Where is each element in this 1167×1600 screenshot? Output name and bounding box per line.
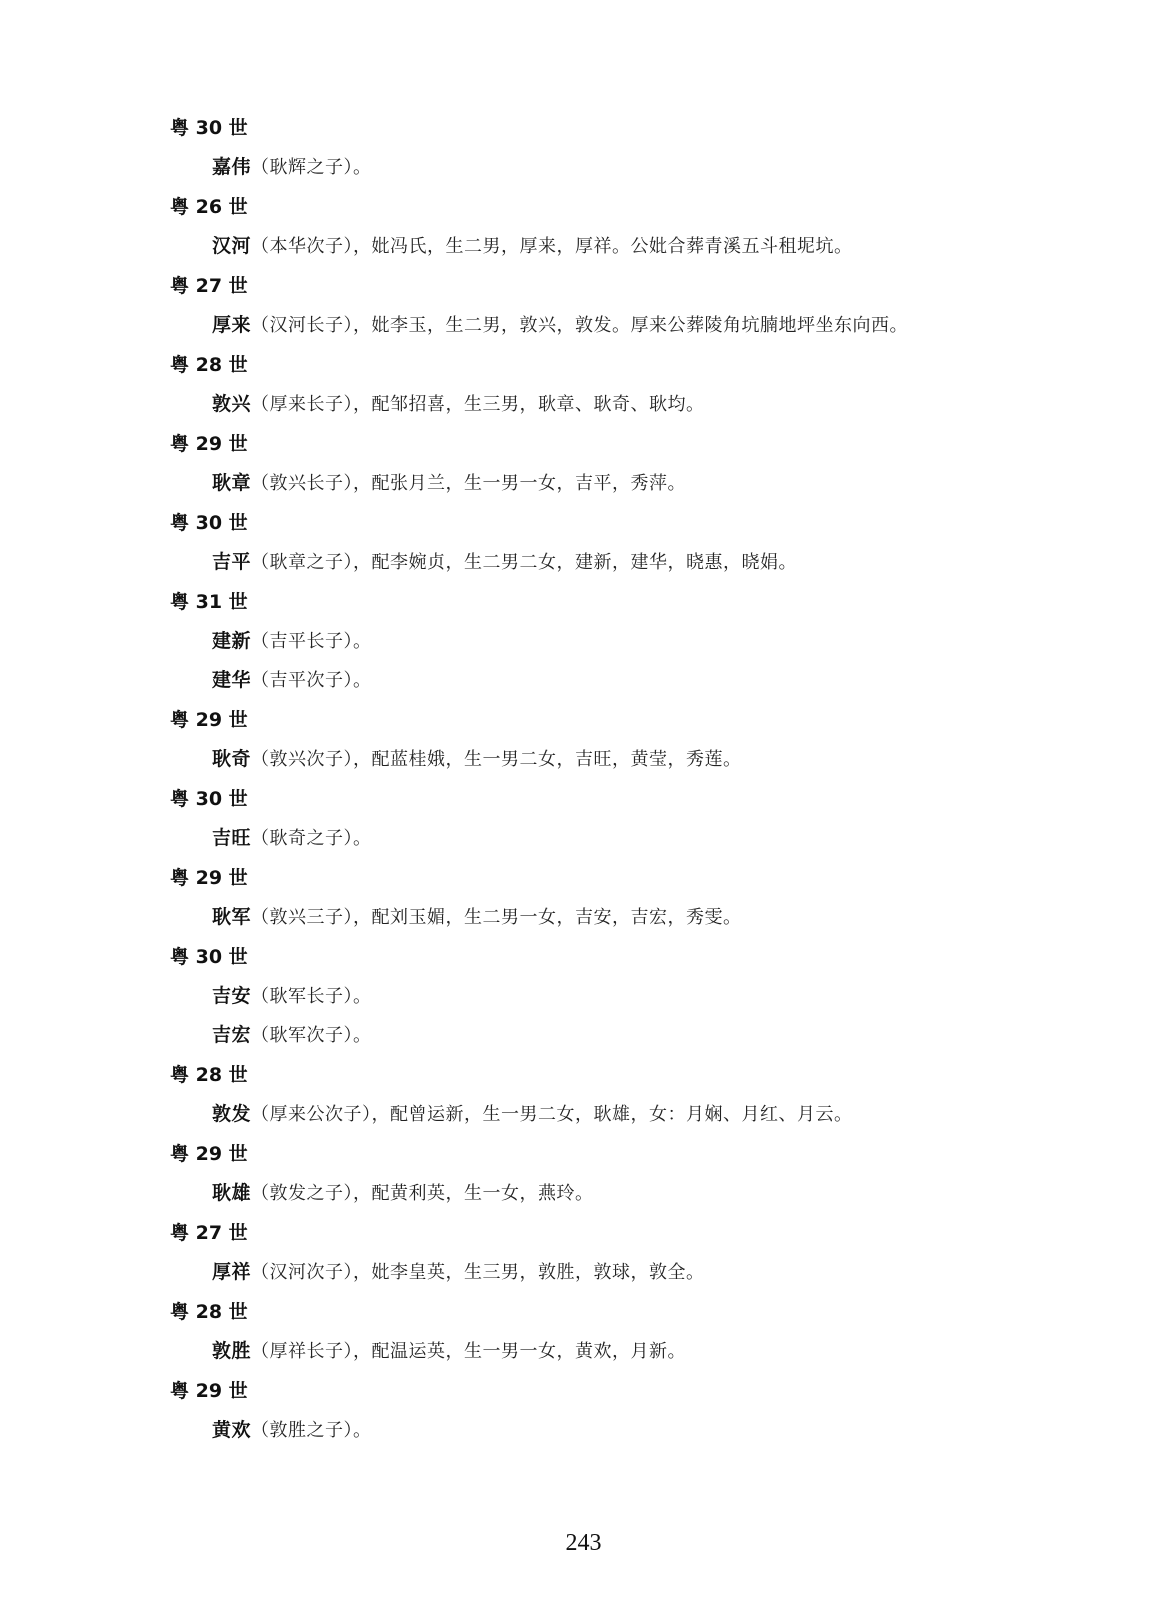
entry-description: （汉河次子），妣李皇英，生三男，敦胜，敦球，敦全。 — [251, 1262, 705, 1283]
entry-person-name: 耿章 — [212, 472, 252, 494]
genealogy-entry — [212, 543, 1167, 582]
entry-person-name: 敦胜 — [212, 1340, 252, 1362]
genealogy-entry — [212, 306, 1167, 345]
entry-description: （厚来长子），配邹招喜，生三男，耿章、耿奇、耿均。 — [251, 394, 705, 415]
entry-description: （耿章之子），配李婉贞，生二男二女，建新，建华，晓惠，晓娟。 — [251, 552, 798, 573]
entry-person-name: 黄欢 — [212, 1419, 252, 1441]
entry-description: （吉平长子）。 — [251, 631, 372, 652]
entry-person-name: 厚祥 — [212, 1261, 252, 1283]
genealogy-entry — [212, 898, 1167, 937]
entry-person-name: 耿奇 — [212, 748, 252, 770]
entry-description: （敦胜之子）。 — [251, 1420, 372, 1441]
entry-description: （耿辉之子）。 — [251, 157, 372, 178]
entry-person-name: 耿军 — [212, 906, 252, 928]
generation-heading: 粤 28 世 — [170, 1064, 248, 1086]
genealogy-entry — [212, 385, 1167, 424]
generation-heading: 粤 29 世 — [170, 867, 248, 889]
entry-person-name: 吉宏 — [212, 1024, 252, 1046]
genealogy-entry — [212, 1016, 1167, 1055]
genealogy-page-body — [0, 108, 1167, 1450]
entry-description: （耿军长子）。 — [251, 986, 372, 1007]
genealogy-entry — [212, 740, 1167, 779]
generation-heading: 粤 28 世 — [170, 1301, 248, 1323]
generation-heading: 粤 29 世 — [170, 1380, 248, 1402]
entry-person-name: 嘉伟 — [212, 156, 252, 178]
genealogy-entry — [212, 1174, 1167, 1213]
generation-heading: 粤 30 世 — [170, 512, 248, 534]
genealogy-entry — [212, 819, 1167, 858]
entry-description: （敦兴长子），配张月兰，生一男一女，吉平，秀萍。 — [251, 473, 687, 494]
genealogy-entry — [212, 977, 1167, 1016]
entry-description: （汉河长子），妣李玉，生二男，敦兴，敦发。厚来公葬陵角坑腩地坪坐东向西。 — [251, 315, 909, 336]
entry-description: （敦发之子），配黄利英，生一女，燕玲。 — [251, 1183, 594, 1204]
generation-heading: 粤 27 世 — [170, 1222, 248, 1244]
entry-person-name: 厚来 — [212, 314, 252, 336]
entry-person-name: 敦兴 — [212, 393, 252, 415]
genealogy-entry — [212, 1332, 1167, 1371]
genealogy-entry — [212, 464, 1167, 503]
entry-description: （厚来公次子），配曾运新，生一男二女，耿雄，女：月娴、月红、月云。 — [251, 1104, 853, 1125]
entry-description: （厚祥长子），配温运英，生一男一女，黄欢，月新。 — [251, 1341, 687, 1362]
genealogy-entry — [212, 148, 1167, 187]
entry-person-name: 建新 — [212, 630, 252, 652]
genealogy-entry — [212, 622, 1167, 661]
entry-description: （耿奇之子）。 — [251, 828, 372, 849]
generation-heading: 粤 30 世 — [170, 117, 248, 139]
entry-person-name: 敦发 — [212, 1103, 252, 1125]
entry-person-name: 吉平 — [212, 551, 252, 573]
page-number: 243 — [565, 1530, 602, 1556]
generation-heading: 粤 27 世 — [170, 275, 248, 297]
entry-description: （耿军次子）。 — [251, 1025, 372, 1046]
genealogy-entry — [212, 1253, 1167, 1292]
entry-person-name: 汉河 — [212, 235, 252, 257]
genealogy-entry — [212, 661, 1167, 700]
generation-heading: 粤 30 世 — [170, 788, 248, 810]
generation-heading: 粤 26 世 — [170, 196, 248, 218]
generation-heading: 粤 31 世 — [170, 591, 248, 613]
genealogy-entry — [212, 227, 1167, 266]
generation-heading: 粤 29 世 — [170, 1143, 248, 1165]
genealogy-entry — [212, 1095, 1167, 1134]
generation-heading: 粤 29 世 — [170, 709, 248, 731]
entry-description: （吉平次子）。 — [251, 670, 372, 691]
generation-heading: 粤 30 世 — [170, 946, 248, 968]
entry-description: （敦兴次子），配蓝桂娥，生一男二女，吉旺，黄莹，秀莲。 — [251, 749, 742, 770]
entry-description: （本华次子），妣冯氏，生二男，厚来，厚祥。公妣合葬青溪五斗租坭坑。 — [251, 236, 853, 257]
genealogy-entry — [212, 1411, 1167, 1450]
entry-person-name: 耿雄 — [212, 1182, 252, 1204]
entry-person-name: 吉旺 — [212, 827, 252, 849]
generation-heading: 粤 28 世 — [170, 354, 248, 376]
entry-person-name: 吉安 — [212, 985, 252, 1007]
entry-description: （敦兴三子），配刘玉媚，生二男一女，吉安，吉宏，秀雯。 — [251, 907, 742, 928]
entry-person-name: 建华 — [212, 669, 252, 691]
generation-heading: 粤 29 世 — [170, 433, 248, 455]
